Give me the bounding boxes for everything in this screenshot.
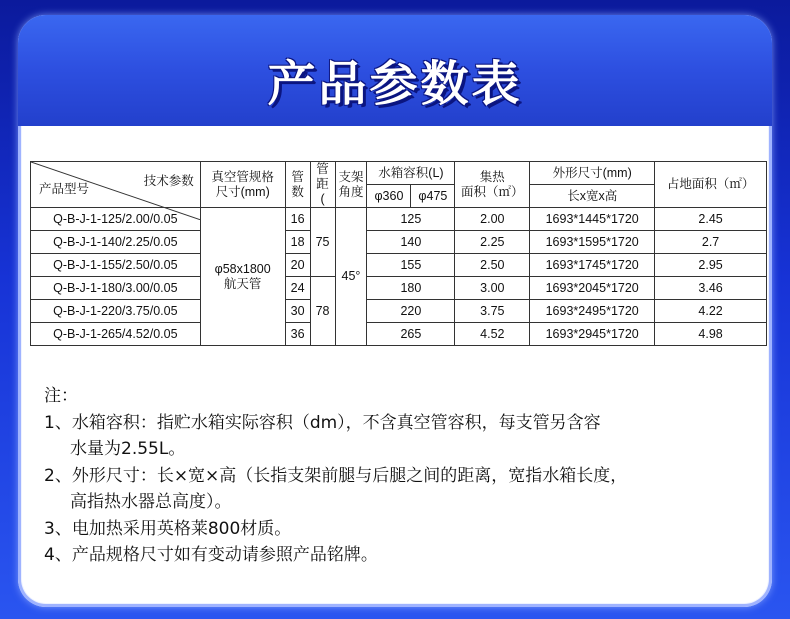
floor-cell: 2.45 (655, 208, 767, 231)
collect-area-header (455, 162, 530, 208)
tube-count-header-line2: 数 (291, 184, 304, 199)
table-row (31, 254, 767, 277)
table-row (31, 277, 767, 300)
capacity-cell: 220 (367, 300, 455, 323)
tube-gap-header (310, 162, 335, 208)
tube-spec-value-line1: φ58x1800 (214, 261, 271, 276)
tube-spec-header (200, 162, 285, 208)
note-1-cont: 水量为2.55L。 (70, 439, 186, 459)
note-1: 1、水箱容积：指贮水箱实际容积（dm），不含真空管容积，每支管另含容 (44, 412, 601, 433)
capacity-cell: 155 (367, 254, 455, 277)
capacity-header: 水箱容积(L) (367, 162, 455, 185)
dimension-cell: 1693*2045*1720 (530, 277, 655, 300)
phi475-header: φ475 (411, 185, 455, 208)
area-cell: 2.00 (455, 208, 530, 231)
table-row (31, 300, 767, 323)
tube-spec-header-line2: 尺寸(mm) (215, 184, 270, 199)
table-row (31, 323, 767, 346)
floor-area-header: 占地面积（㎡） (655, 162, 767, 208)
header-row-1 (31, 162, 767, 185)
dimension-cell: 1693*2495*1720 (530, 300, 655, 323)
tube-count-header (285, 162, 310, 208)
area-cell: 4.52 (455, 323, 530, 346)
diagonal-header-cell (31, 162, 201, 208)
floor-cell: 2.7 (655, 231, 767, 254)
tubes-cell: 20 (285, 254, 310, 277)
angle-cell: 45° (335, 208, 367, 346)
capacity-cell: 125 (367, 208, 455, 231)
tube-count-header-line1: 管 (291, 169, 304, 184)
collect-area-header-line2: 面积（㎡） (461, 184, 524, 199)
collect-area-header-line1: 集热 (479, 169, 505, 184)
floor-cell: 2.95 (655, 254, 767, 277)
dimension-cell: 1693*1445*1720 (530, 208, 655, 231)
notes-section (44, 383, 744, 569)
dimension-header: 外形尺寸(mm) (530, 162, 655, 185)
tube-spec-header-line1: 真空管规格 (211, 169, 274, 184)
angle-header (335, 162, 367, 208)
note-2-cont: 高指热水器总高度）。 (70, 492, 232, 512)
tube-gap-header-line2: 距 (316, 177, 329, 191)
note-2: 2、外形尺寸：长×宽×高（长指支架前腿与后腿之间的距离，宽指水箱长度， (44, 465, 628, 486)
notes-heading: 注： (44, 386, 78, 406)
area-cell: 2.50 (455, 254, 530, 277)
gap-cell-75: 75 (310, 208, 335, 277)
dimension-sub-header: 长x宽x高 (530, 185, 655, 208)
tubes-cell: 30 (285, 300, 310, 323)
tube-gap-header-line1: 管 (316, 162, 329, 176)
angle-header-line2: 角度 (338, 184, 364, 199)
tubes-cell: 18 (285, 231, 310, 254)
tubes-cell: 24 (285, 277, 310, 300)
capacity-cell: 180 (367, 277, 455, 300)
phi360-header: φ360 (367, 185, 411, 208)
floor-cell: 4.22 (655, 300, 767, 323)
tech-params-label: 技术参数 (143, 174, 194, 188)
page-title: 产品参数表 (267, 56, 523, 112)
dimension-cell: 1693*1745*1720 (530, 254, 655, 277)
floor-cell: 4.98 (655, 323, 767, 346)
tube-gap-header-line3: ( (320, 192, 325, 206)
capacity-cell: 140 (367, 231, 455, 254)
model-cell: Q-B-J-1-265/4.52/0.05 (31, 323, 201, 346)
gap-cell-78: 78 (310, 277, 335, 346)
parameter-table (30, 161, 767, 346)
table-row (31, 231, 767, 254)
model-cell: Q-B-J-1-125/2.00/0.05 (31, 208, 201, 231)
angle-header-line1: 支架 (338, 169, 364, 184)
area-cell: 3.00 (455, 277, 530, 300)
model-label: 产品型号 (39, 182, 90, 196)
model-cell: Q-B-J-1-140/2.25/0.05 (31, 231, 201, 254)
title-banner (18, 15, 772, 126)
dimension-cell: 1693*2945*1720 (530, 323, 655, 346)
tube-spec-value-line2: 航天管 (223, 276, 262, 291)
note-4: 4、产品规格尺寸如有变动请参照产品铭牌。 (44, 545, 378, 565)
model-cell: Q-B-J-1-155/2.50/0.05 (31, 254, 201, 277)
tube-spec-cell (200, 208, 285, 346)
model-cell: Q-B-J-1-180/3.00/0.05 (31, 277, 201, 300)
tubes-cell: 16 (285, 208, 310, 231)
tubes-cell: 36 (285, 323, 310, 346)
floor-cell: 3.46 (655, 277, 767, 300)
note-3: 3、电加热采用英格莱800材质。 (44, 518, 292, 539)
area-cell: 3.75 (455, 300, 530, 323)
area-cell: 2.25 (455, 231, 530, 254)
capacity-cell: 265 (367, 323, 455, 346)
model-cell: Q-B-J-1-220/3.75/0.05 (31, 300, 201, 323)
dimension-cell: 1693*1595*1720 (530, 231, 655, 254)
